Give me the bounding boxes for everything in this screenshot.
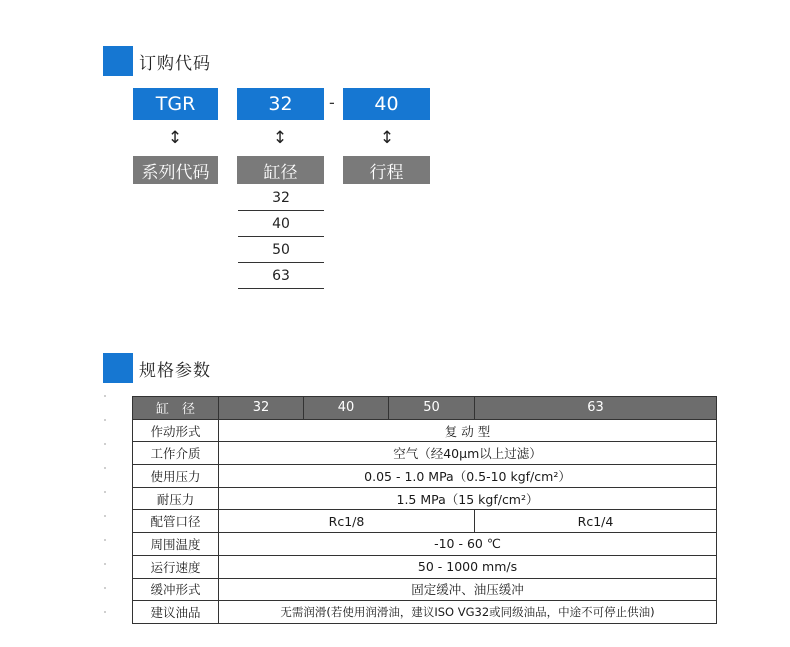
row-label: 建议油品 [133,601,219,624]
specs-heading [103,353,211,383]
row-value: -10 - 60 ℃ [219,533,717,556]
row-value: 1.5 MPa（15 kgf/cm²） [219,487,717,510]
stroke-code: 40 [374,93,399,115]
ordering-code-title: 订购代码 [139,53,211,74]
heading-accent-bar [103,353,133,383]
header-bore-40: 40 [304,397,389,420]
spec-table [132,396,717,624]
row-value: 复 动 型 [219,419,717,442]
row-value-right: Rc1/4 [475,510,717,533]
header-bore-label: 缸 径 [133,397,219,420]
bore-label-box [237,156,324,184]
up-down-arrow-icon: ↕ [167,128,183,148]
row-label: 周围温度 [133,533,219,556]
series-code-label-box [133,156,218,184]
row-label: 工作介质 [133,442,219,465]
row-label: 耐压力 [133,487,219,510]
row-value: 50 - 1000 mm/s [219,555,717,578]
table-row [133,419,717,442]
row-label: 缓冲形式 [133,578,219,601]
code-separator: - [329,93,335,112]
specs-title: 规格参数 [139,360,211,381]
table-row [133,601,717,624]
row-label: 运行速度 [133,555,219,578]
bore-options-list [238,185,324,289]
row-label: 配管口径 [133,510,219,533]
spec-header-row [133,397,717,420]
bore-option: 63 [238,263,324,289]
series-code: TGR [155,93,196,115]
header-bore-63: 63 [475,397,717,420]
bore-label: 缸径 [263,162,298,183]
table-row [133,578,717,601]
heading-accent-bar [103,46,133,76]
stroke-label-box [343,156,430,184]
bore-option: 32 [238,185,324,211]
stroke-label: 行程 [369,162,404,183]
row-label: 作动形式 [133,419,219,442]
table-row [133,555,717,578]
header-bore-32: 32 [219,397,304,420]
series-code-label: 系列代码 [141,162,210,183]
series-code-box [133,88,218,120]
up-down-arrow-icon: ↕ [379,128,395,148]
table-row [133,465,717,488]
up-down-arrow-icon: ↕ [272,128,288,148]
bore-option: 50 [238,237,324,263]
header-bore-50: 50 [389,397,475,420]
bore-code: 32 [268,93,293,115]
decorative-dots [104,395,108,635]
table-row [133,510,717,533]
row-value: 0.05 - 1.0 MPa（0.5-10 kgf/cm²） [219,465,717,488]
stroke-code-box [343,88,430,120]
table-row [133,442,717,465]
row-value: 无需润滑(若使用润滑油，建议ISO VG32或同级油品，中途不可停止供油) [219,601,717,624]
row-label: 使用压力 [133,465,219,488]
table-row [133,533,717,556]
row-value: 空气（经40μm以上过滤） [219,442,717,465]
row-value-left: Rc1/8 [219,510,475,533]
table-row [133,487,717,510]
bore-code-box [237,88,324,120]
ordering-code-heading [103,46,211,76]
row-value: 固定缓冲、油压缓冲 [219,578,717,601]
bore-option: 40 [238,211,324,237]
